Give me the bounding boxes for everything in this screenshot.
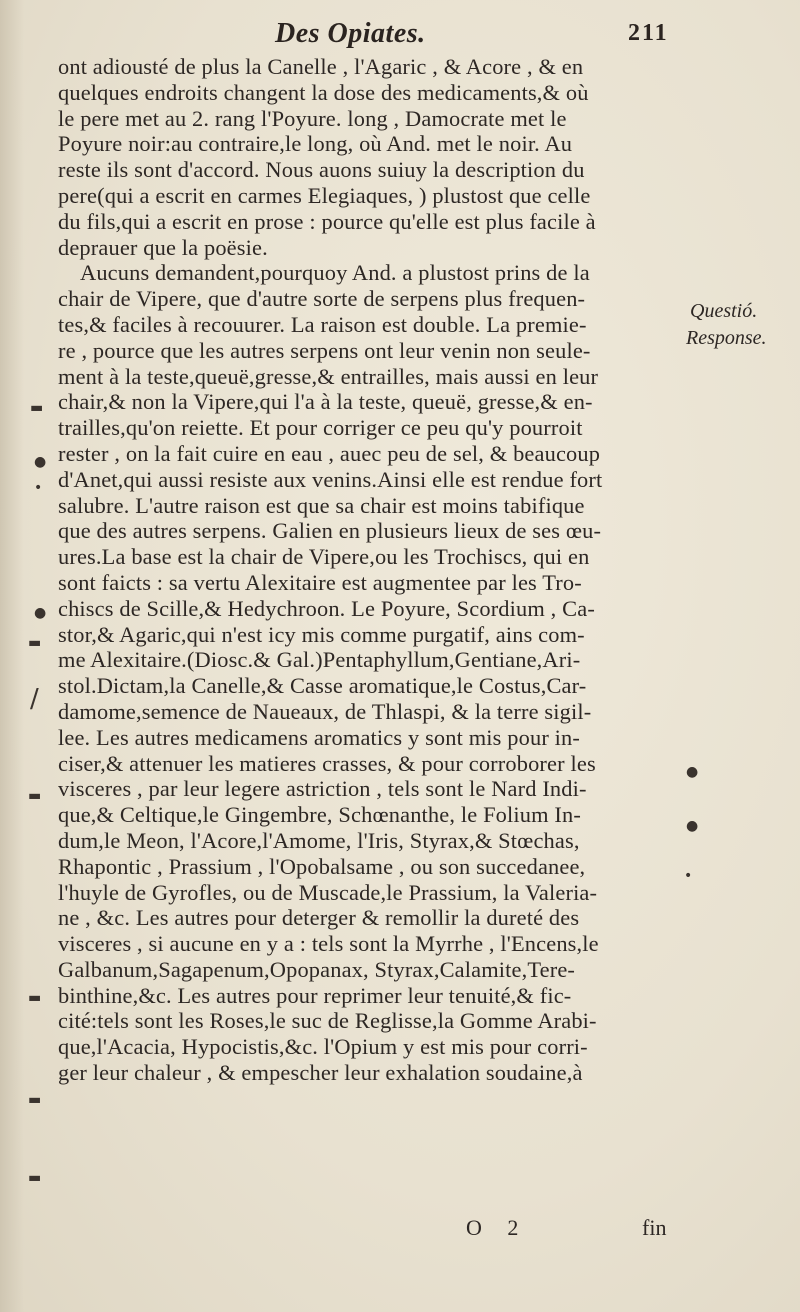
text-line: re , pource que les autres serpens ont leur venin non seule- — [58, 337, 591, 363]
text-line: que des autres serpens. Galien en plusieurs lieux de ses œu- — [58, 518, 602, 544]
text-line: Aucuns demandent,pourquoy And. a plustost prins de la — [80, 260, 590, 286]
text-line: trailles,qu'on reiette. Et pour corriger ce peu qu'y pourroit — [58, 415, 583, 441]
gutter-shadow — [0, 0, 24, 1312]
page-number: 211 — [628, 20, 669, 46]
text-line: que,l'Acacia, Hypocistis,&c. l'Opium y est mis pour corri- — [58, 1034, 588, 1060]
text-line: pere(qui a escrit en carmes Elegiaques, ) plustost que celle — [58, 182, 591, 208]
text-line: lee. Les autres medicamens aromatics y sont mis pour in- — [58, 724, 580, 750]
text-line: visceres , par leur legere astriction , tels sont le Nard Indi- — [58, 776, 587, 802]
text-line: ont adiousté de plus la Canelle , l'Agaric , & Acore , & en — [58, 54, 584, 79]
text-line: cité:tels sont les Roses,le suc de Reglisse,la Gomme Arabi- — [58, 1008, 597, 1034]
text-line: ures.La base est la chair de Vipere,ou les Trochiscs, qui en — [58, 544, 590, 570]
text-line: ne , &c. Les autres pour deterger & remollir la dureté des — [58, 905, 580, 931]
text-line: me Alexitaire.(Diosc.& Gal.)Pentaphyllum,Gentiane,Ari- — [58, 647, 581, 673]
margin-annotation-mark: ▬ — [30, 400, 44, 416]
page-footer — [0, 1215, 800, 1245]
margin-note-response: Response. — [686, 327, 767, 349]
text-line: binthine,&c. Les autres pour reprimer leur tenuité,& fic- — [58, 982, 572, 1008]
text-line: ger leur chaleur , & empescher leur exhalation soudaine,à — [58, 1060, 583, 1086]
margin-annotation-mark: ▬ — [28, 788, 42, 804]
margin-annotation-mark: ▬ — [28, 990, 42, 1006]
text-line: chair de Vipere, que d'autre sorte de serpens plus frequen- — [58, 286, 586, 312]
margin-annotation-mark: ● — [34, 605, 47, 621]
catchword: fin — [642, 1215, 667, 1240]
text-line: le pere met au 2. rang l'Poyure. long , Damocrate met le — [58, 105, 567, 131]
text-line: l'huyle de Gyrofles, ou de Muscade,le Prassium, la Valeria- — [58, 879, 598, 905]
text-line: visceres , si aucune en y a : tels sont la Myrrhe , l'Encens,le — [58, 931, 599, 957]
margin-annotation-mark: • — [684, 868, 693, 884]
text-line: salubre. L'autre raison est que sa chair est moins tabifique — [58, 492, 585, 518]
text-line: chair,& non la Vipere,qui l'a à la teste, queuë, gresse,& en- — [58, 389, 593, 415]
text-line: du fils,qui a escrit en prose : pource qu'elle est plus facile à — [58, 208, 596, 234]
text-line: ment à la teste,queuë,gresse,& entrailles, mais aussi en leur — [58, 363, 599, 389]
text-line: dum,le Meon, l'Acore,l'Amome, l'Iris, Styrax,& Stœchas, — [58, 827, 580, 853]
text-line: tes,& faciles à recouurer. La raison est double. La premie- — [58, 311, 587, 337]
text-line: d'Anet,qui aussi resiste aux venins.Ainsi elle est rendue fort — [58, 466, 603, 492]
margin-annotation-mark: • — [34, 480, 43, 496]
margin-slash-mark: / — [30, 684, 39, 714]
text-line: que,& Celtique,le Gingembre, Schœnanthe, le Folium In- — [58, 802, 581, 828]
margin-note-question: Questió. — [690, 300, 758, 322]
margin-annotation-mark: ▬ — [28, 635, 42, 651]
text-line: rester , on la fait cuire en eau , auec peu de sel, & beaucoup — [58, 440, 601, 466]
margin-annotation-mark: ● — [686, 818, 699, 834]
body-text — [58, 54, 678, 1086]
text-line: Rhapontic , Prassium , l'Opobalsame , ou son succedanee, — [58, 853, 586, 879]
text-line: sont faicts : sa vertu Alexitaire est augmentee par les Tro- — [58, 569, 582, 595]
text-line: damome,semence de Naueaux, de Thlaspi, & la terre sigil- — [58, 698, 592, 724]
margin-annotation-mark: ● — [34, 454, 47, 470]
signature-mark: O 2 — [466, 1215, 529, 1240]
text-line: ciser,& attenuer les matieres crasses, & pour corroborer les — [58, 750, 596, 776]
text-line: chiscs de Scille,& Hedychroon. Le Poyure, Scordium , Ca- — [58, 595, 595, 621]
text-line: stol.Dictam,la Canelle,& Casse aromatique,le Costus,Car- — [58, 673, 587, 699]
text-line: deprauer que la poësie. — [58, 234, 268, 260]
text-line: Poyure noir:au contraire,le long, où And. met le noir. Au — [58, 131, 573, 157]
text-line: quelques endroits changent la dose des medicaments,& où — [58, 79, 589, 105]
text-line: Galbanum,Sagapenum,Opopanax, Styrax,Calamite,Tere- — [58, 956, 576, 982]
margin-annotation-mark: ● — [686, 764, 699, 780]
margin-annotation-mark: ▬ — [28, 1170, 42, 1186]
margin-annotation-mark: ▬ — [28, 1092, 42, 1108]
text-line: stor,& Agaric,qui n'est icy mis comme purgatif, ains com- — [58, 621, 585, 647]
page-header — [0, 18, 800, 52]
running-title: Des Opiates. — [275, 18, 426, 49]
text-line: reste ils sont d'accord. Nous auons suiuy la description du — [58, 157, 585, 183]
